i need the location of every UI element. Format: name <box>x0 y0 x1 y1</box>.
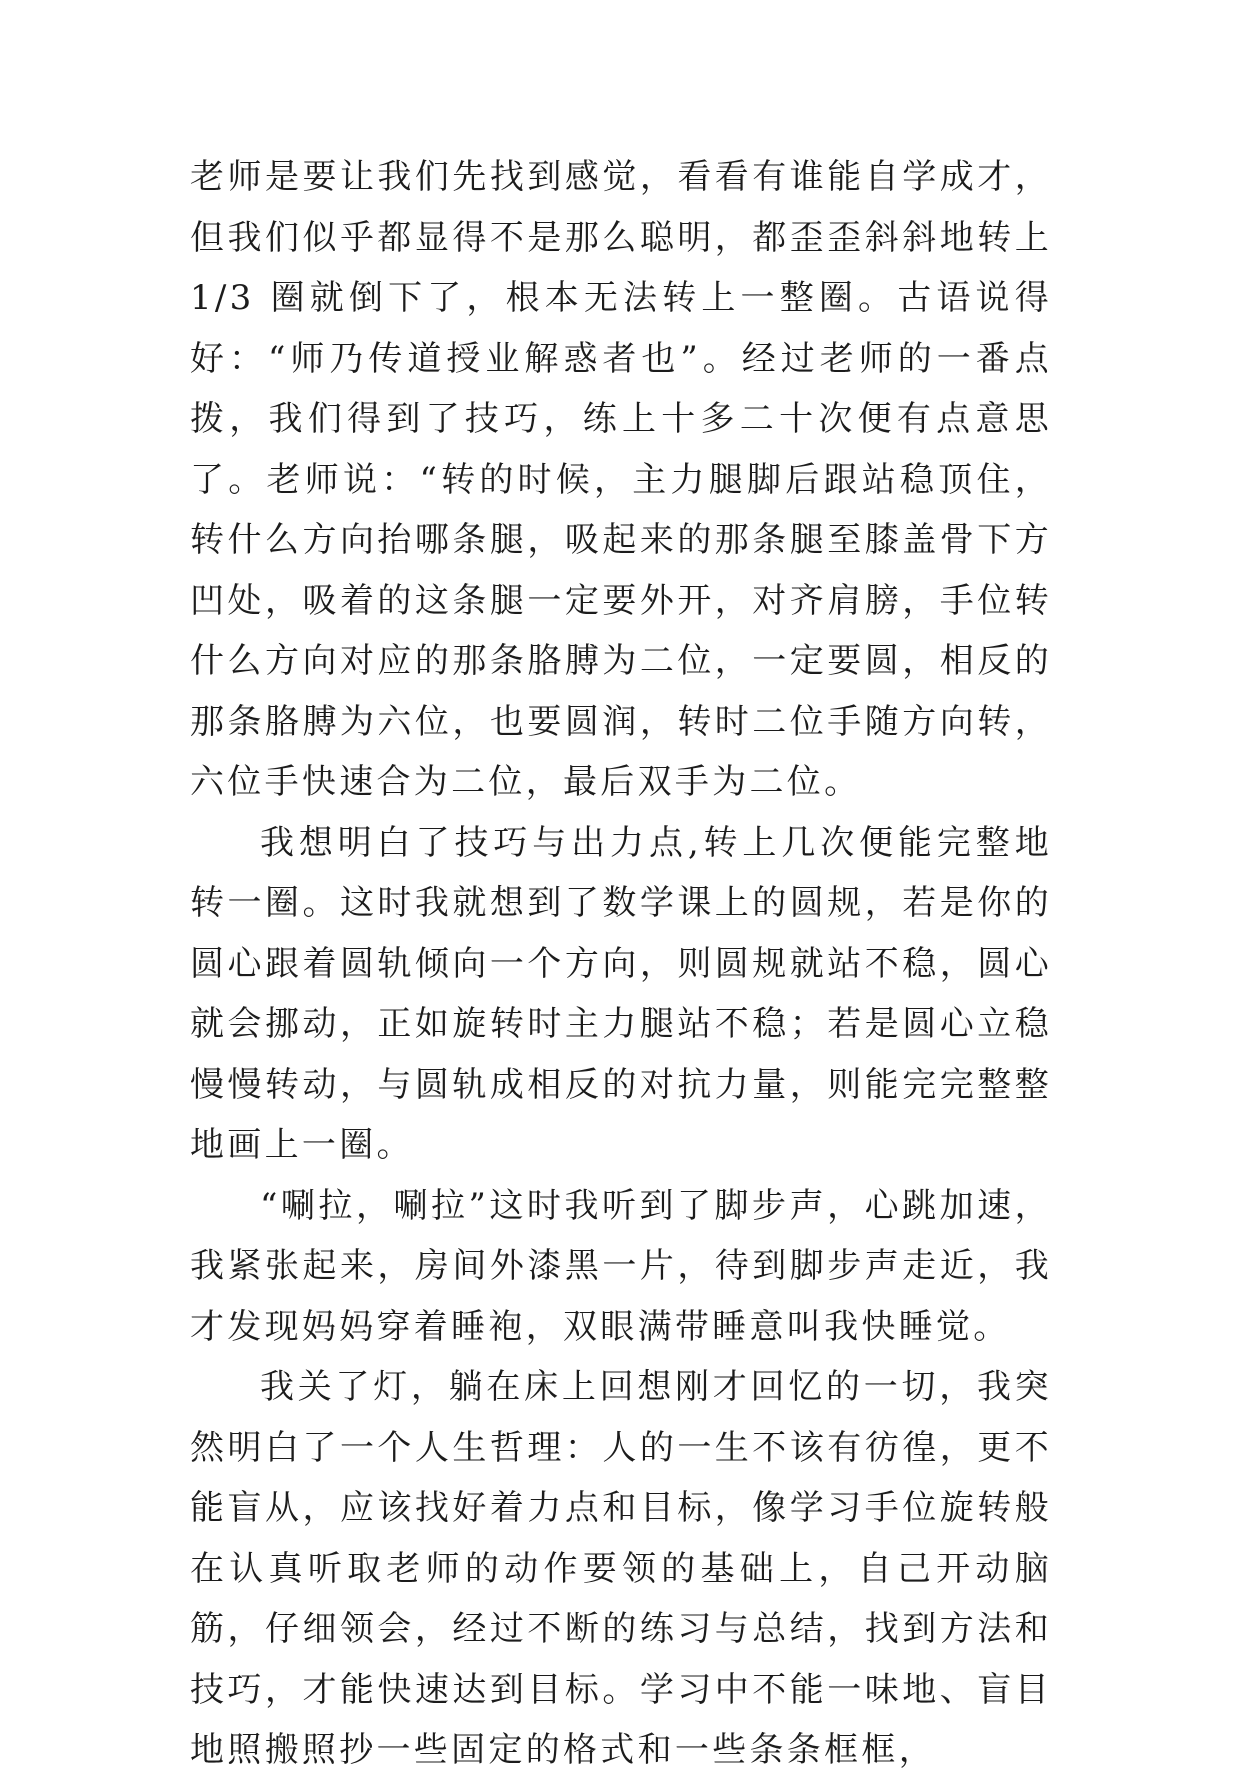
paragraph-4: 我关了灯，躺在床上回想刚才回忆的一切，我突然明白了一个人生哲理：人的一生不该有彷徨，更不能盲从，应该找好着力点和目标，像学习手位旋转般在认真听取老师的动作要领的基础上，自己开动脑筋，仔细领会，经过不断的练习与总结，找到方法和技巧，才能快速达到目标。学习中不能一味地、盲目地照搬照抄一些固定的格式和一些条条框框， <box>190 1367 1052 1770</box>
document-body <box>190 147 1052 1781</box>
paragraph-2: 我想明白了技巧与出力点,转上几次便能完整地转一圈。这时我就想到了数学课上的圆规，若是你的圆心跟着圆轨倾向一个方向，则圆规就站不稳，圆心就会挪动，正如旋转时主力腿站不稳；若是圆心立稳慢慢转动，与圆轨成相反的对抗力量，则能完完整整地画上一圈。 <box>190 822 1052 1165</box>
paragraph-1: 老师是要让我们先找到感觉，看看有谁能自学成才，但我们似乎都显得不是那么聪明，都歪歪斜斜地转上 1/3 圈就倒下了，根本无法转上一整圈。古语说得好：“师乃传道授业解惑者也”。经过老师的一番点拨，我们得到了技巧，练上十多二十次便有点意思了。老师说：“转的时候，主力腿脚后跟站稳顶住，转什么方向抬哪条腿，吸起来的那条腿至膝盖骨下方凹处，吸着的这条腿一定要外开，对齐肩膀，手位转什么方向对应的那条胳膊为二位，一定要圆，相反的那条胳膊为六位，也要圆润，转时二位手随方向转，六位手快速合为二位，最后双手为二位。 <box>190 157 1052 802</box>
paragraph-3: “唰拉，唰拉”这时我听到了脚步声，心跳加速，我紧张起来，房间外漆黑一片，待到脚步声走近，我才发现妈妈穿着睡袍，双眼满带睡意叫我快睡觉。 <box>190 1185 1052 1347</box>
